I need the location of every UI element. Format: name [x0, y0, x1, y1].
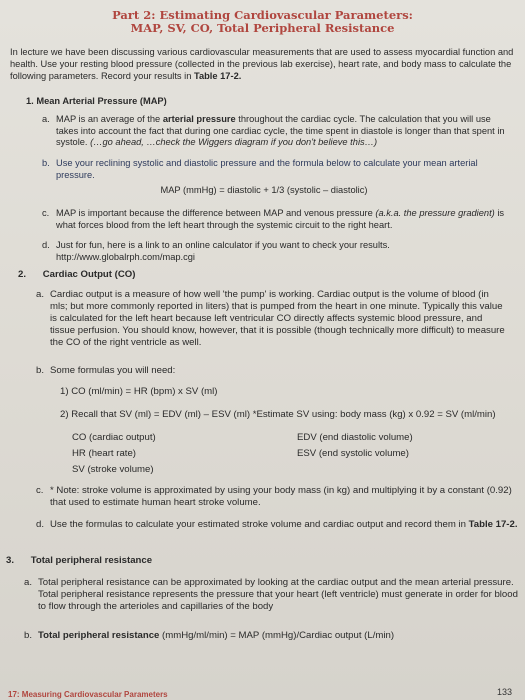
def-edv: EDV (end diastolic volume) — [297, 432, 413, 443]
def-co: CO (cardiac output) — [72, 432, 156, 443]
co-formula-2: 2) Recall that SV (ml) = EDV (ml) – ESV (ml) *Estimate SV using: body mass (kg) x 0.92 = SV (ml/min) — [60, 409, 496, 420]
header-line-2: MAP, SV, CO, Total Peripheral Resistance — [130, 21, 395, 35]
section-peripheral-resistance — [6, 555, 518, 641]
def-hr: HR (heart rate) — [72, 448, 136, 459]
map-c-text: MAP is important because the difference between MAP and venous pressure — [56, 208, 376, 218]
co-item-c — [36, 485, 520, 509]
tpr-item-a — [24, 577, 518, 613]
tpr-a-label: a. — [24, 577, 33, 588]
map-d-label: d. — [42, 240, 50, 250]
map-item-a — [42, 114, 506, 149]
co-item-b — [36, 365, 508, 377]
tpr-item-b — [24, 630, 518, 642]
co-heading-row — [18, 269, 508, 281]
co-a-text: Cardiac output is a measure of how well 'the pump' is working. Cardiac output is the volume of blood (in mls; but more commonly reported in liters) that is pumped from the heart in one minute. Typically this value is calculated for the left heart because left ventricular CO directly affects systemic blood pressure, and tissue perfusion. You should know, however, that it is possible (though technically more difficult) to measure the CO of the right ventricle as well. — [50, 289, 505, 348]
co-definitions — [72, 430, 492, 478]
co-heading: Cardiac Output (CO) — [42, 269, 136, 280]
page-number: 133 — [497, 687, 513, 697]
map-item-d — [42, 240, 506, 263]
tpr-b-text: (mmHg/ml/min) = MAP (mmHg)/Cardiac output (L/min) — [159, 630, 395, 641]
section-header — [0, 9, 525, 35]
co-c-label: c. — [36, 485, 44, 496]
co-heading-number: 2. — [18, 269, 27, 280]
co-definitions-right — [267, 430, 492, 478]
co-a-label: a. — [36, 289, 45, 300]
section-map — [14, 96, 505, 262]
co-c-text: * Note: stroke volume is approximated by using your body mass (in kg) and multiplying it by a constant (0.92) that used to estimate human heart stroke volume. — [50, 485, 512, 508]
tpr-a-text: Total peripheral resistance can be approximated by looking at the cardiac output and the mean arterial pressure. Total peripheral resistance represents the pressure that your heart (left ventricle) must generate in order for blood to flow through the arterioles and capillaries of the body — [38, 577, 518, 612]
co-item-a — [36, 289, 508, 349]
co-d-table-ref: Table 17-2. — [468, 519, 518, 530]
tpr-b-label: b. — [24, 630, 33, 641]
co-definitions-left — [72, 430, 267, 478]
map-c-italic: (a.k.a. the pressure gradient) — [375, 208, 495, 218]
map-a-italic: (…go ahead, …check the Wiggers diagram if you don't believe this…) — [90, 137, 378, 147]
co-b-label: b. — [36, 365, 45, 376]
header-line-1: Part 2: Estimating Cardiovascular Parameters: — [112, 8, 413, 22]
map-d-text: Just for fun, here is a link to an online calculator if you want to check your results. — [56, 240, 390, 250]
section-cardiac-output — [18, 269, 518, 530]
def-esv: ESV (end systolic volume) — [297, 448, 409, 459]
co-b-text: Some formulas you will need: — [50, 365, 176, 376]
intro-text: In lecture we have been discussing various cardiovascular measurements that are used to assess myocardial function and health. Use your resting blood pressure (collected in the previous lab exercise), heart rate, and body mass to calculate the following parameters. Record your results in — [10, 47, 514, 81]
co-d-label: d. — [36, 519, 45, 530]
tpr-heading-row — [6, 555, 516, 567]
map-item-b — [42, 158, 506, 181]
co-formula-1: 1) CO (ml/min) = HR (bpm) x SV (ml) — [60, 386, 218, 397]
intro-table-ref: Table 17-2. — [193, 71, 242, 81]
co-item-d — [36, 519, 520, 531]
tpr-heading: Total peripheral resistance — [30, 555, 153, 566]
footer-chapter-title: 17: Measuring Cardiovascular Parameters — [8, 690, 168, 699]
intro-paragraph — [10, 46, 515, 82]
map-a-post: throughout the cardiac cycle. The calculation that you will use takes into account the fact that during one cardiac cycle, the time spent in diastole is longer than that spent in systole. — [56, 114, 505, 147]
tpr-heading-number: 3. — [6, 555, 15, 566]
map-a-bold: arterial pressure — [162, 114, 236, 124]
map-item-c — [42, 208, 506, 231]
map-a-label: a. — [42, 114, 50, 124]
co-d-text: Use the formulas to calculate your estimated stroke volume and cardiac output and record them in — [50, 519, 469, 530]
map-formula: MAP (mmHg) = diastolic + 1/3 (systolic – diastolic) — [160, 185, 368, 195]
map-c-label: c. — [42, 208, 50, 218]
map-a-text: MAP is an average of the — [56, 114, 163, 124]
map-b-label: b. — [42, 158, 50, 168]
map-heading: 1. Mean Arterial Pressure (MAP) — [26, 96, 167, 106]
map-calculator-link[interactable]: http://www.globalrph.com/map.cgi — [56, 251, 195, 262]
map-c-post: is what forces blood from the left heart through the systemic circuit to the right heart. — [56, 208, 505, 230]
map-b-text: Use your reclining systolic and diastolic pressure and the formula below to calculate your mean arterial pressure. — [56, 158, 478, 180]
def-sv: SV (stroke volume) — [72, 464, 154, 475]
tpr-b-bold: Total peripheral resistance — [38, 630, 160, 641]
